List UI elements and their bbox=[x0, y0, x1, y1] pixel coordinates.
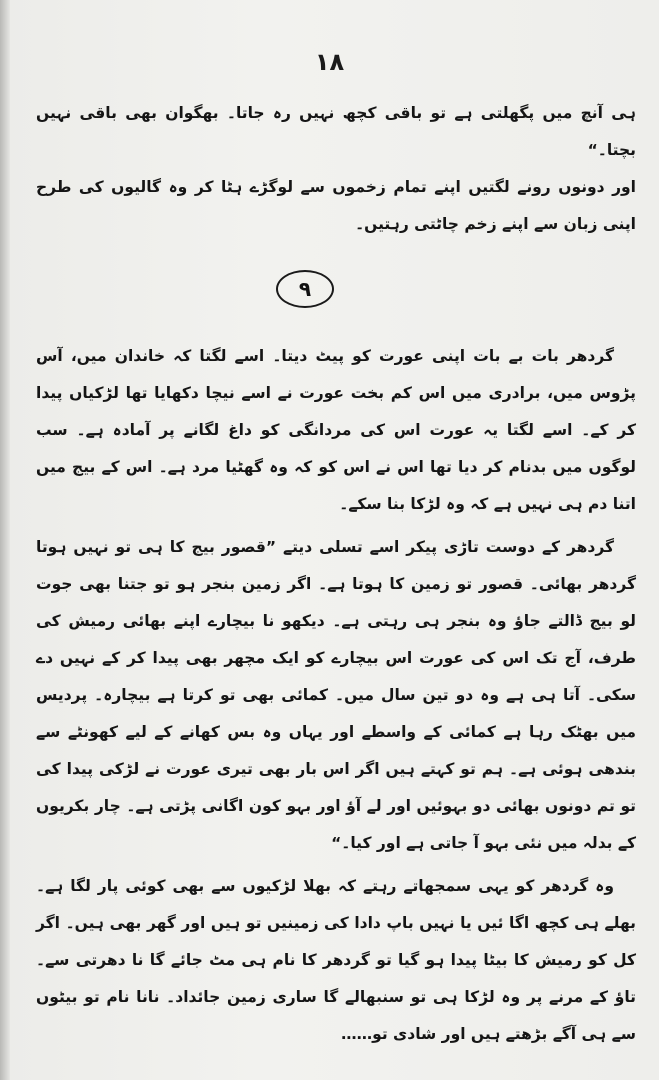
paragraph: ہی آنچ میں پگھلتی ہے تو باقی کچھ نہیں رہ جاتا۔ بھگوان بھی باقی نہیں بچتا۔“ bbox=[36, 104, 636, 159]
chapter-number-badge bbox=[276, 270, 334, 308]
chapter-number: ۹ bbox=[298, 277, 312, 301]
paragraph: گردھر کے دوست تاڑی پیکر اسے تسلی دیتے ”قصور بیج کا ہی تو نہیں ہوتا گردھر بھائی۔ قصور تو زمین کا ہوتا ہے۔ اگر زمین بنجر ہو تو جتنا بھی جوت لو بیج ڈالتے جاؤ وہ بنجر ہی رہتی ہے۔ دیکھو نا بیچارے اپنے بھائی رمیش کی طرف، آج تک اس کی عورت اس بیچارے کو ایک مچھر بھی پیدا کر کے نہیں دے سکی۔ آتا ہی ہے وہ دو تین سال میں۔ کمائی بھی تو کرتا ہے بیچارہ۔ پردیس میں بھٹک رہا ہے کمائی کے واسطے اور یہاں وہ بس کھانے کے لیے کھونٹے سے بندھی ہوئی ہے۔ ہم تو کہتے ہیں اگر اس بار بھی تیری عورت نے لڑکی پیدا کی تو تم دونوں بھائی دو بہوئیں اور لے آؤ اور بہو کون اگانی پڑتی ہے۔ چار بکریوں کے بدلہ میں نئی بہو آ جاتی ہے اور کیا۔“ bbox=[36, 538, 636, 852]
page-gutter-shadow bbox=[0, 0, 10, 1080]
paragraph: گردھر بات بے بات اپنی عورت کو پیٹ دیتا۔ اسے لگتا کہ خاندان میں، آس پڑوس میں، برادری میں اس کم بخت عورت نے اسے نیچا دکھایا تھا لڑکیاں پیدا کر کے۔ اسے لگتا یہ عورت اس کی مردانگی کو داغ لگانے پر آمادہ ہے۔ سب لوگوں میں بدنام کر دیا تھا اس نے اس کو کہ وہ گھٹیا مرد ہے۔ اس کے بیج میں اتنا دم ہی نہیں ہے کہ وہ لڑکا بنا سکے۔ bbox=[36, 347, 636, 513]
continued-text-block bbox=[36, 95, 636, 243]
paragraph: اور دونوں رونے لگتیں اپنے تمام زخموں سے لوگڑے ہٹا کر وہ گالیوں کی طرح اپنی زبان سے اپنے زخم چاٹتی رہتیں۔ bbox=[36, 178, 636, 233]
chapter-text-block bbox=[36, 338, 636, 1059]
paragraph: وہ گردھر کو یہی سمجھاتے رہتے کہ بھلا لڑکیوں سے بھی کوئی پار لگا ہے۔ بھلے ہی کچھ اگا ئیں یا نہیں باپ دادا کی زمینیں تو ہیں اور گھر بھی ہیں۔ اگر کل کو رمیش کا بیٹا پیدا ہو گیا تو گردھر کا نام ہی مٹ جائے گا نا دھرتی سے۔ تاؤ کے مرنے پر وہ لڑکا ہی تو سنبھالے گا ساری زمین جائداد۔ نانا نام تو بیٹوں سے ہی آگے بڑھتے ہیں اور شادی تو…… bbox=[36, 877, 636, 1043]
page-number: ۱۸ bbox=[314, 48, 345, 76]
